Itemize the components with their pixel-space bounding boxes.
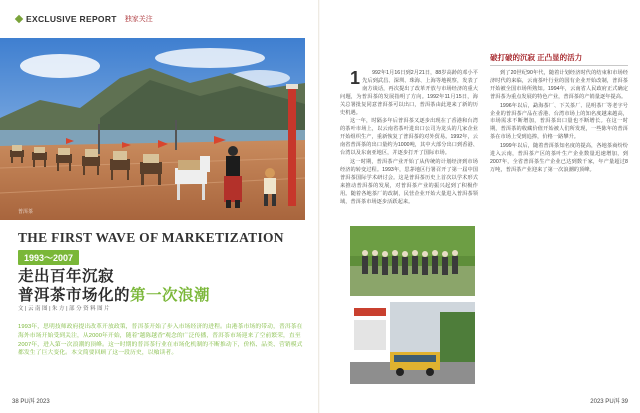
section-header bbox=[16, 14, 153, 24]
tea-caravan-scene bbox=[0, 38, 305, 220]
hero-caption: 普洱茶 bbox=[18, 209, 34, 215]
chinese-title-line1: 走出百年沉寂 bbox=[18, 268, 115, 285]
paragraph: 到了20世纪90年代，随着计划经济时代的结束和市场经济时代的来临，云南茶叶行业的国有企业开始改制，普洱茶开始被全国市场所熟知。1994年，云南省人民政府正式确定普洱茶为重点发展的特色产业，普洱茶的产销量逐年提高。 bbox=[490, 70, 628, 100]
english-title: THE FIRST WAVE OF MARKETIZATION bbox=[18, 230, 284, 245]
years-badge: 1993～2007 bbox=[18, 250, 79, 265]
photo-group-portrait bbox=[350, 226, 475, 296]
chinese-title-prefix: 普洱茶市场化的 bbox=[18, 287, 131, 304]
chinese-title-highlight: 第一次浪潮 bbox=[130, 287, 211, 304]
paragraph: 这一年，时隔多年后普洱茶又逐步出现在了香港和台湾的茶叶市场上，以云南省茶叶进出口公司为龙头的几家企业开始组织生产，重新恢复了普洱茶的对外贸易。1992年，云南省普洱茶的出口量约为1000吨，其中大部分出口到香港、台湾以及东南亚地区，并逐步打开了国际市场。 bbox=[340, 118, 478, 157]
section-title: 破打破的沉寂 正凸显的活力 bbox=[490, 53, 583, 62]
group-photo-scene bbox=[350, 226, 475, 296]
chinese-title-line2 bbox=[18, 283, 210, 305]
body-column-right bbox=[490, 70, 628, 176]
drop-cap: 1 bbox=[350, 68, 361, 88]
photo-street-scene bbox=[350, 302, 475, 384]
intro-paragraph: 1993年，思明技师政府提出改革开放政策，普洱茶开始了步入市场经济的进程。由港茶市场的带动，普洱茶在海外市场开始受到关注，从2000年开始，随着“越陈越香”观念的广泛传播，普洱茶市场迎来了空前繁荣，直至2007年，进入第一次浪潮的顶峰。这一时期的普洱茶行业在市场化机制的不断推动下，价格、品类、营销模式都发生了巨大变化。本文简要回顾了这一段历史，以飨读者。 bbox=[18, 324, 303, 357]
paragraph: 1 992年1月16日到2月21日，88岁高龄的邓小平先后到武昌、深圳、珠海、上海等地视察，发表了南方谈话，再次提出了改革开放与市场经济的重大问题，为普洱茶的发展指明了方向。1992年11月15日，海关总署批复同意普洱茶可以出口，普洱茶由此迎来了新的历史机遇。 bbox=[340, 68, 478, 116]
section-rule bbox=[490, 65, 628, 66]
street-photo-scene bbox=[350, 302, 475, 384]
paragraph: 1999年以后，随着普洱茶知名度的提高，各地茶商纷纷进入云南，普洱茶产区的茶叶生产企业数量迅速增加，到2007年，全省普洱茶生产企业已达到数千家，年产量超过8万吨，普洱茶产业迎来了第一次浪潮的顶峰。 bbox=[490, 143, 628, 173]
body-column-left bbox=[340, 70, 478, 207]
paragraph: 1996年以后，勐海茶厂、下关茶厂、昆明茶厂等老字号企业的普洱茶产品在香港、台湾市场上的知名度越来越高，市场需求不断增加，普洱茶出口量也不断增长。在这一时期，普洱茶的收藏价值开始被人们所发现，一些陈年的普洱茶在市场上受到追捧，价格一路攀升。 bbox=[490, 102, 628, 141]
page-number-left: 38 PU洱 2023 bbox=[12, 399, 50, 405]
page-number-right: 2023 PU洱 39 bbox=[590, 399, 628, 405]
byline: 文 | 云 南 图 | 朱 方 | 部 分 资 料 图 片 bbox=[18, 306, 110, 312]
hero-photo bbox=[0, 38, 305, 220]
header-diamond-icon bbox=[15, 15, 23, 23]
paragraph: 这一时期，普洱茶产业开始了从传统的计划经济到市场经济的转变过程。1993年，思茅地区行署召开了第一届中国普洱茶国际学术研讨会。这是普洱茶历史上首次以学术形式来推动普洱茶的发展，对普洱茶产业的振兴起到了积极作用。随着各地茶厂的改制，民营企业开始大量进入普洱茶领域，普洱茶市场逐步活跃起来。 bbox=[340, 158, 478, 205]
header-subtitle: 独家关注 bbox=[124, 16, 153, 23]
header-title: EXCLUSIVE REPORT bbox=[26, 14, 117, 24]
